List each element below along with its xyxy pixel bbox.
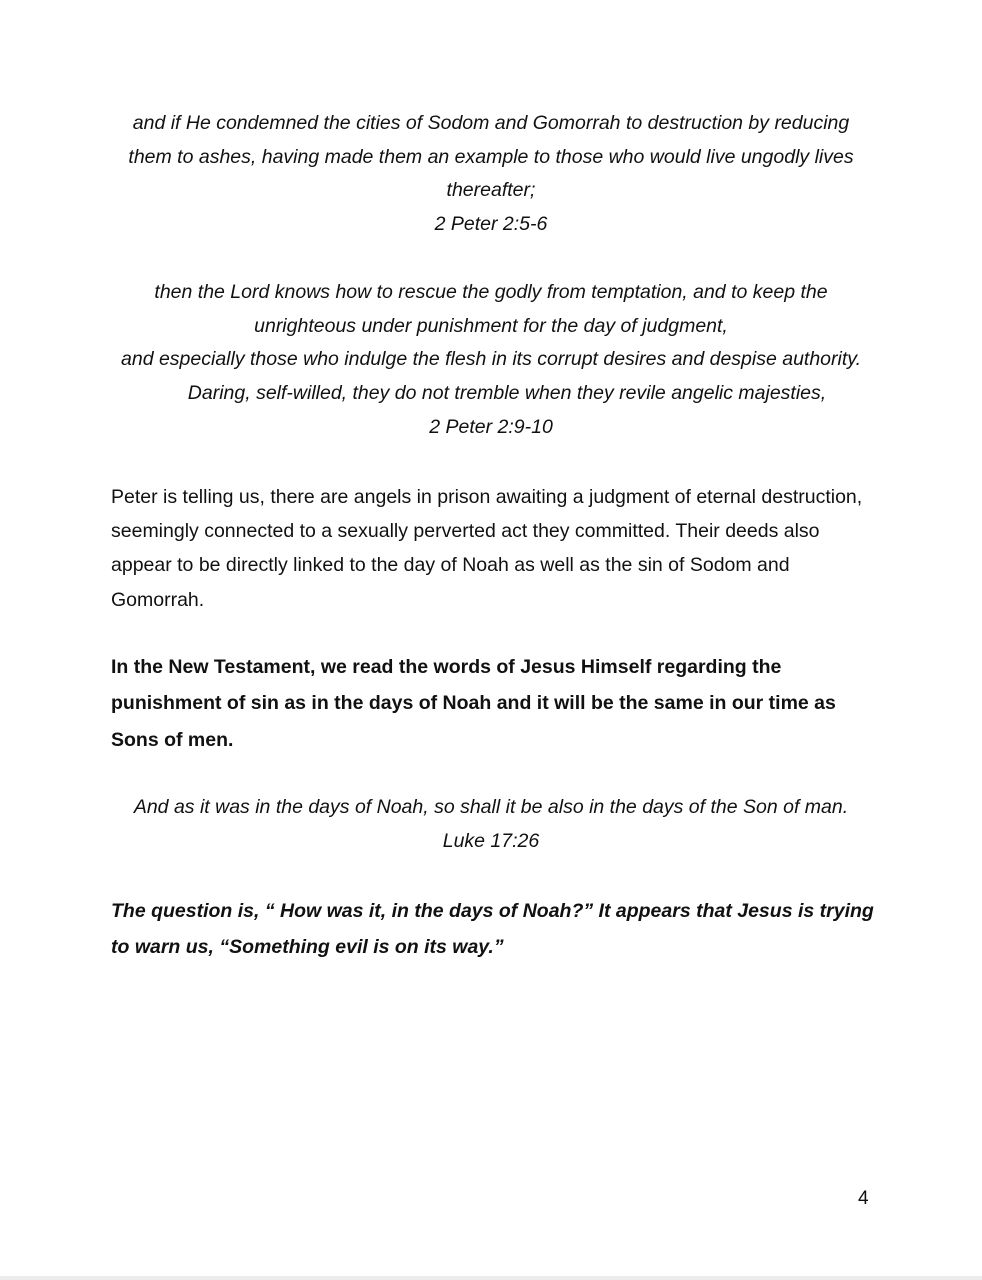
paragraph-angels-in-prison: Peter is telling us, there are angels in prison awaiting a judgment of eternal destruction, seemingly connected to a sexually perverted act they committed. Their deeds also appear to be directly linked to the day of Noah as well as the sin of Sodom and Gomorrah. xyxy=(111,486,863,611)
paragraph-question: The question is, “ How was it, in the days of Noah?” It appears that Jesus is trying to warn us, “Something evil is on its way.” xyxy=(111,900,874,959)
scripture-quote-2-peter-2-9-10 xyxy=(100,276,882,445)
page-bottom-edge xyxy=(0,1276,982,1280)
scripture-quote-2-peter-2-5-6 xyxy=(100,107,882,242)
quote-line: them to ashes, having made them an example to those who would live ungodly lives xyxy=(128,145,854,168)
quote-reference: 2 Peter 2:5-6 xyxy=(434,213,548,236)
quote-reference: 2 Peter 2:9-10 xyxy=(429,415,553,438)
page-number: 4 xyxy=(858,1188,869,1209)
scripture-quote-luke-17-26 xyxy=(100,791,882,858)
quote-line: thereafter; xyxy=(446,179,536,202)
quote-line: Daring, self-willed, they do not tremble when they revile angelic majesties, xyxy=(187,382,827,405)
quote-line: unrighteous under punishment for the day of judgment, xyxy=(254,314,728,337)
quote-line: and if He condemned the cities of Sodom and Gomorrah to destruction by reducing xyxy=(132,112,850,134)
quote-line: and especially those who indulge the flesh in its corrupt desires and despise authority. xyxy=(121,348,861,371)
quote-line: And as it was in the days of Noah, so shall it be also in the days of the Son of man. xyxy=(133,796,849,818)
quote-reference: Luke 17:26 xyxy=(442,829,540,852)
quote-line: then the Lord knows how to rescue the godly from temptation, and to keep the xyxy=(154,281,828,303)
paragraph-new-testament: In the New Testament, we read the words of Jesus Himself regarding the punishment of sin as in the days of Noah and it will be the same in our time as Sons of men. xyxy=(111,656,836,751)
